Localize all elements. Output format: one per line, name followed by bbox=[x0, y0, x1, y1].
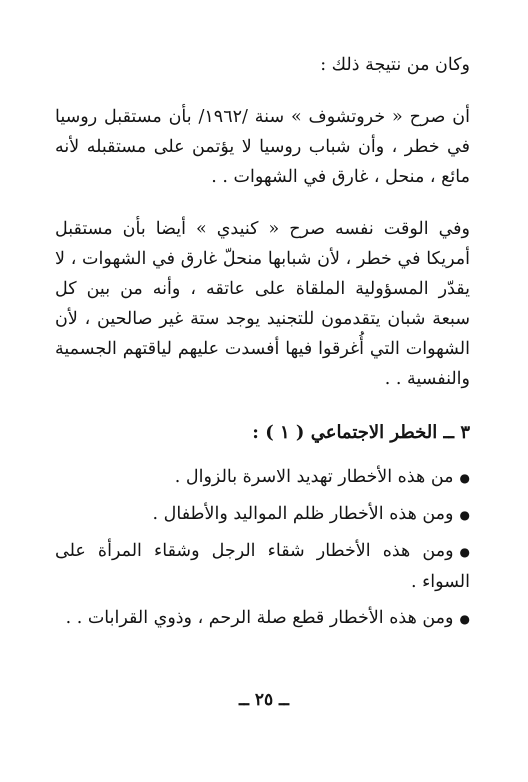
dangers-list bbox=[55, 462, 470, 634]
bullet-icon: ● bbox=[459, 612, 470, 626]
list-item-text: ومن هذه الأخطار ظلم المواليد والأطفال . bbox=[152, 504, 454, 524]
list-item bbox=[55, 462, 470, 493]
list-item-text: من هذه الأخطار تهديد الاسرة بالزوال . bbox=[174, 467, 454, 487]
bullet-icon: ● bbox=[459, 545, 470, 559]
list-item bbox=[55, 603, 470, 634]
list-item-text: ومن هذه الأخطار شقاء الرجل وشقاء المرأة على السواء . bbox=[55, 541, 470, 592]
paragraph-khrushchev: أن صرح « خروتشوف » سنة /١٩٦٢/ بأن مستقبل روسيا في خطر ، وأن شباب روسيا لا يؤتمن على مستقبله لأنه مائع ، منحل ، غارق في الشهوات . . bbox=[55, 107, 470, 187]
intro-line: وكان من نتيجة ذلك : bbox=[320, 55, 470, 75]
page-number: ــ ٢٥ ــ bbox=[238, 690, 290, 710]
paragraph-kennedy: وفي الوقت نفسه صرح « كنيدي » أيضا بأن مستقبل أمريكا في خطر ، لأن شبابها منحلّ غارق في الشهوات ، لا يقدّر المسؤولية الملقاة على عاتقه ، وأنه من بين كل سبعة شبان يتقدمون للتجنيد يوجد ستة غير صالحين ، لأن الشهوات التي أُغرقوا فيها أفسدت عليهم لياقتهم الجسمية والنفسية . . bbox=[55, 219, 470, 389]
bullet-icon: ● bbox=[459, 508, 470, 522]
section-heading: ٣ ــ الخطر الاجتماعي ( ١ ) : bbox=[252, 422, 470, 443]
page-body bbox=[55, 50, 470, 640]
bullet-icon: ● bbox=[459, 471, 470, 485]
list-item bbox=[55, 499, 470, 530]
list-item-text: ومن هذه الأخطار قطع صلة الرحم ، وذوي القرابات . . bbox=[65, 608, 454, 628]
list-item bbox=[55, 536, 470, 597]
